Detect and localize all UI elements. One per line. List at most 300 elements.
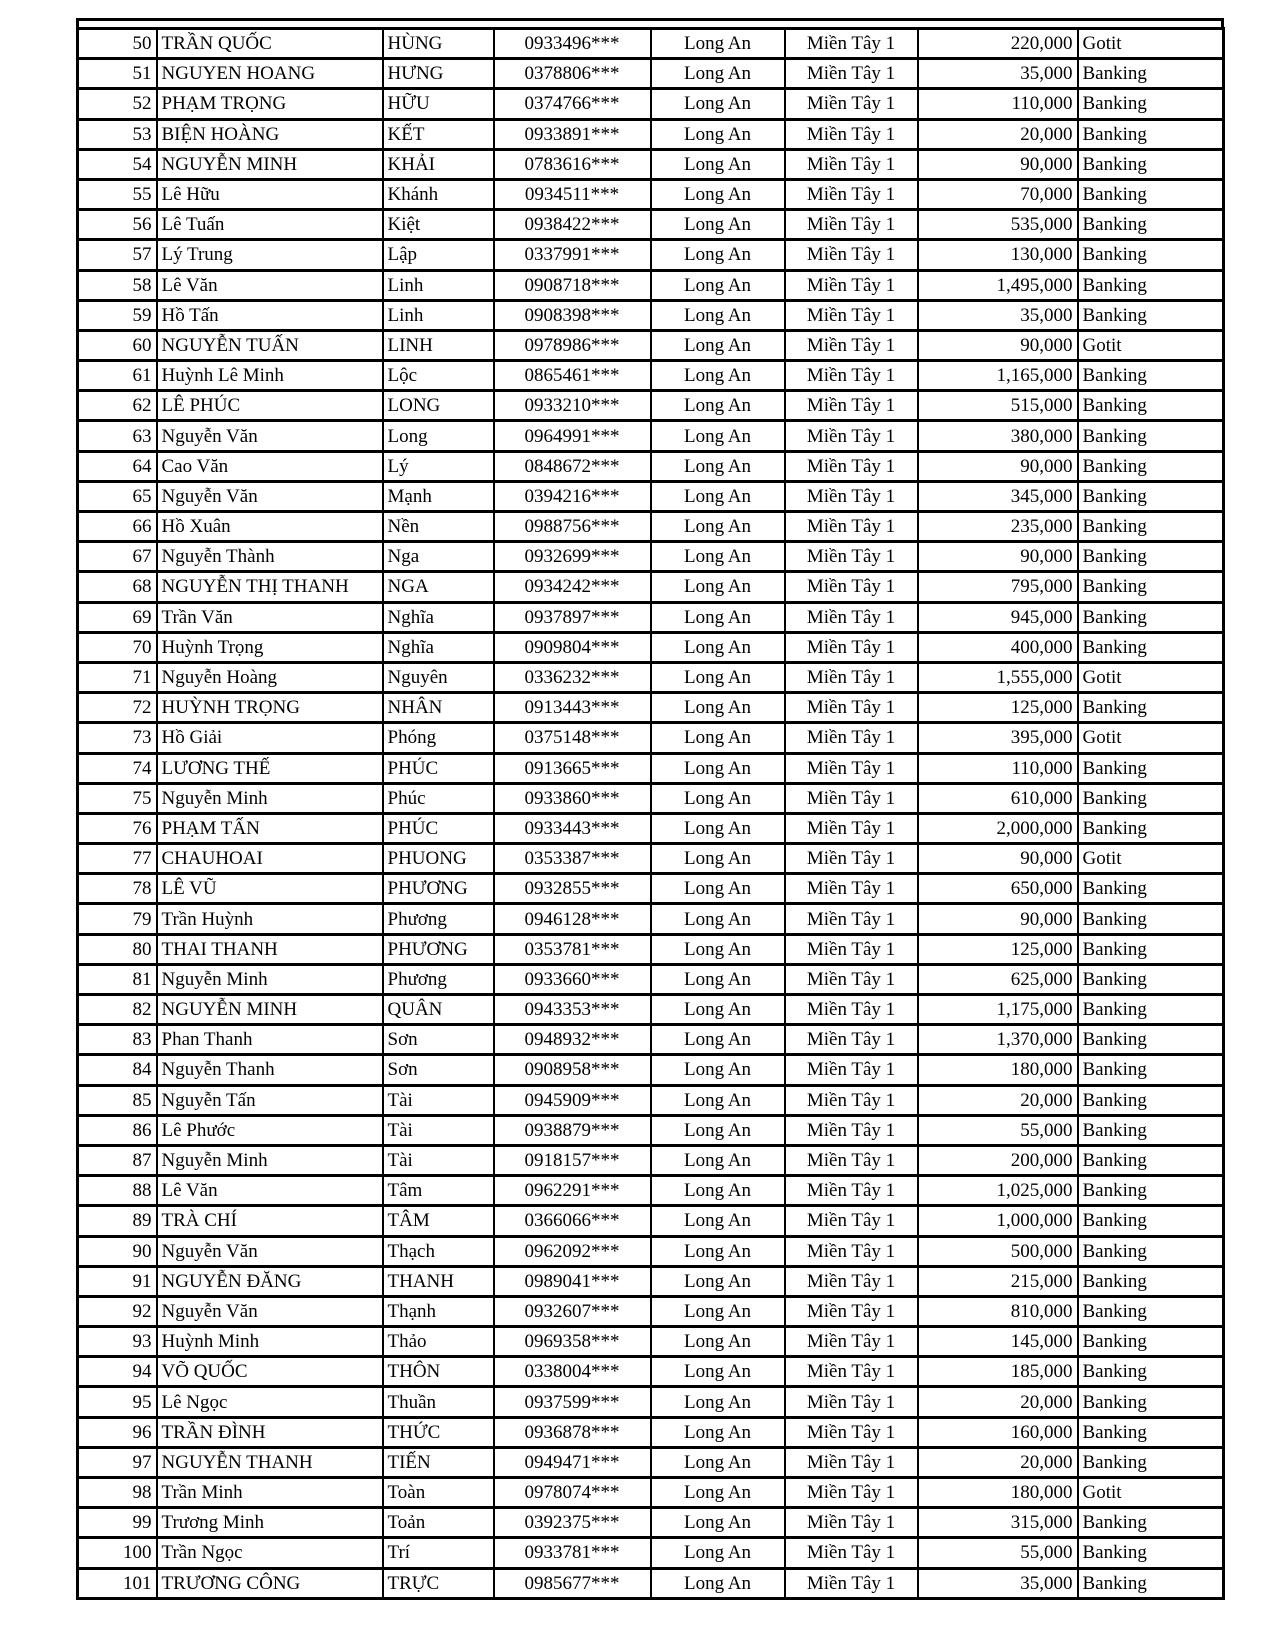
cell-amount: 1,025,000 [918,1176,1078,1206]
table-row [78,1538,1224,1568]
cell-amount: 380,000 [918,421,1078,451]
cell-first_name: Huỳnh Minh [157,1327,383,1357]
table-row [78,995,1224,1025]
cell-phone: 0978986*** [494,330,651,360]
cell-no: 69 [78,602,157,632]
cell-method: Banking [1078,1447,1224,1477]
cell-region: Miền Tây 1 [785,632,918,662]
cell-no: 71 [78,662,157,692]
table-row [78,210,1224,240]
cell-region: Miền Tây 1 [785,421,918,451]
cell-amount: 90,000 [918,904,1078,934]
cell-province: Long An [651,1417,785,1447]
cell-phone: 0375148*** [494,723,651,753]
cell-first_name: HUỲNH TRỌNG [157,693,383,723]
cell-amount: 110,000 [918,753,1078,783]
cell-method: Banking [1078,1236,1224,1266]
cell-region: Miền Tây 1 [785,1357,918,1387]
cell-first_name: Nguyễn Văn [157,1296,383,1326]
cell-method: Banking [1078,1055,1224,1085]
cell-region: Miền Tây 1 [785,964,918,994]
cell-province: Long An [651,1357,785,1387]
cell-amount: 395,000 [918,723,1078,753]
cell-method: Gotit [1078,662,1224,692]
cell-first_name: NGUYỄN ĐĂNG [157,1266,383,1296]
table-row [78,421,1224,451]
cell-first_name: Trương Minh [157,1508,383,1538]
cell-province: Long An [651,1115,785,1145]
cell-region: Miền Tây 1 [785,240,918,270]
cell-province: Long An [651,1145,785,1175]
table-row [78,451,1224,481]
cell-province: Long An [651,330,785,360]
cell-amount: 1,370,000 [918,1025,1078,1055]
cell-amount: 500,000 [918,1236,1078,1266]
table-row [78,1327,1224,1357]
table-row [78,1447,1224,1477]
table-row [78,934,1224,964]
cell-method: Banking [1078,693,1224,723]
cell-phone: 0948932*** [494,1025,651,1055]
table-row [78,1266,1224,1296]
cell-province: Long An [651,964,785,994]
cell-first_name: Trần Huỳnh [157,904,383,934]
cell-no: 65 [78,481,157,511]
cell-phone: 0933781*** [494,1538,651,1568]
member-table-body [78,29,1224,1599]
table-row [78,391,1224,421]
cell-region: Miền Tây 1 [785,512,918,542]
cell-phone: 0865461*** [494,361,651,391]
cell-last_name: PHƯƠNG [383,934,494,964]
table-row [78,602,1224,632]
cell-phone: 0933496*** [494,29,651,59]
cell-province: Long An [651,89,785,119]
cell-last_name: Thuần [383,1387,494,1417]
cell-phone: 0908398*** [494,300,651,330]
cell-last_name: Lý [383,451,494,481]
cell-no: 85 [78,1085,157,1115]
cell-province: Long An [651,934,785,964]
cell-no: 97 [78,1447,157,1477]
table-row [78,361,1224,391]
cell-method: Banking [1078,602,1224,632]
cell-phone: 0353387*** [494,844,651,874]
cell-amount: 515,000 [918,391,1078,421]
cell-method: Banking [1078,632,1224,662]
cell-region: Miền Tây 1 [785,1115,918,1145]
table-row [78,1357,1224,1387]
cell-phone: 0934242*** [494,572,651,602]
cell-province: Long An [651,783,785,813]
cell-province: Long An [651,119,785,149]
cell-phone: 0934511*** [494,179,651,209]
cell-phone: 0337991*** [494,240,651,270]
cell-first_name: CHAUHOAI [157,844,383,874]
cell-no: 93 [78,1327,157,1357]
cell-method: Banking [1078,572,1224,602]
cell-last_name: Sơn [383,1025,494,1055]
cell-phone: 0374766*** [494,89,651,119]
cell-no: 78 [78,874,157,904]
cell-last_name: Lập [383,240,494,270]
cell-method: Banking [1078,240,1224,270]
cell-phone: 0932607*** [494,1296,651,1326]
cell-first_name: TRẦN ĐÌNH [157,1417,383,1447]
table-row [78,1296,1224,1326]
table-row [78,1145,1224,1175]
cell-phone: 0978074*** [494,1478,651,1508]
cell-province: Long An [651,361,785,391]
cell-first_name: PHẠM TRỌNG [157,89,383,119]
cell-amount: 1,495,000 [918,270,1078,300]
cell-phone: 0933660*** [494,964,651,994]
table-row [78,1025,1224,1055]
table-row [78,270,1224,300]
cell-region: Miền Tây 1 [785,1055,918,1085]
cell-no: 61 [78,361,157,391]
table-row [78,1568,1224,1598]
cell-phone: 0932855*** [494,874,651,904]
table-row [78,1176,1224,1206]
cell-no: 95 [78,1387,157,1417]
cell-first_name: Hồ Tấn [157,300,383,330]
cell-no: 87 [78,1145,157,1175]
cell-province: Long An [651,59,785,89]
cell-method: Banking [1078,210,1224,240]
cell-first_name: VÕ QUỐC [157,1357,383,1387]
cell-last_name: THỨC [383,1417,494,1447]
cell-amount: 55,000 [918,1538,1078,1568]
cell-last_name: NGA [383,572,494,602]
cell-no: 59 [78,300,157,330]
cell-region: Miền Tây 1 [785,179,918,209]
cell-phone: 0933860*** [494,783,651,813]
cell-province: Long An [651,1327,785,1357]
cell-region: Miền Tây 1 [785,693,918,723]
cell-phone: 0938879*** [494,1115,651,1145]
cell-method: Banking [1078,1025,1224,1055]
cell-method: Banking [1078,119,1224,149]
cell-method: Banking [1078,1266,1224,1296]
cell-method: Banking [1078,300,1224,330]
cell-last_name: NHÂN [383,693,494,723]
cell-first_name: LÊ PHÚC [157,391,383,421]
cell-first_name: Lê Tuấn [157,210,383,240]
cell-last_name: Linh [383,300,494,330]
cell-no: 51 [78,59,157,89]
cell-first_name: NGUYỄN THỊ THANH [157,572,383,602]
cell-phone: 0336232*** [494,662,651,692]
cell-first_name: Nguyễn Minh [157,964,383,994]
cell-province: Long An [651,1236,785,1266]
cell-province: Long An [651,1387,785,1417]
cell-province: Long An [651,723,785,753]
cell-amount: 2,000,000 [918,813,1078,843]
cell-no: 73 [78,723,157,753]
cell-no: 68 [78,572,157,602]
cell-no: 57 [78,240,157,270]
cell-no: 63 [78,421,157,451]
cell-first_name: TRƯƠNG CÔNG [157,1568,383,1598]
cell-region: Miền Tây 1 [785,330,918,360]
cell-amount: 810,000 [918,1296,1078,1326]
cell-no: 62 [78,391,157,421]
cell-province: Long An [651,844,785,874]
cell-province: Long An [651,149,785,179]
cell-amount: 130,000 [918,240,1078,270]
cell-amount: 610,000 [918,783,1078,813]
cell-phone: 0949471*** [494,1447,651,1477]
cell-method: Banking [1078,481,1224,511]
printed-table-page [76,18,1224,1600]
table-row [78,813,1224,843]
cell-no: 52 [78,89,157,119]
cell-method: Banking [1078,512,1224,542]
cell-method: Banking [1078,270,1224,300]
cell-method: Gotit [1078,330,1224,360]
cell-amount: 55,000 [918,1115,1078,1145]
cell-region: Miền Tây 1 [785,904,918,934]
table-row [78,844,1224,874]
cell-method: Banking [1078,783,1224,813]
cell-region: Miền Tây 1 [785,1206,918,1236]
cell-region: Miền Tây 1 [785,1568,918,1598]
cell-phone: 0366066*** [494,1206,651,1236]
cell-method: Banking [1078,934,1224,964]
cell-last_name: HÙNG [383,29,494,59]
cell-method: Banking [1078,1568,1224,1598]
cell-phone: 0936878*** [494,1417,651,1447]
cell-method: Banking [1078,391,1224,421]
cell-region: Miền Tây 1 [785,1387,918,1417]
cell-method: Gotit [1078,723,1224,753]
cell-no: 86 [78,1115,157,1145]
cell-phone: 0908958*** [494,1055,651,1085]
cell-region: Miền Tây 1 [785,59,918,89]
cell-amount: 90,000 [918,542,1078,572]
cell-method: Banking [1078,1206,1224,1236]
cell-first_name: Trần Ngọc [157,1538,383,1568]
table-row [78,1085,1224,1115]
cell-first_name: TRÀ CHÍ [157,1206,383,1236]
cell-province: Long An [651,904,785,934]
cell-first_name: NGUYỄN MINH [157,995,383,1025]
cell-phone: 0933891*** [494,119,651,149]
cell-method: Banking [1078,542,1224,572]
cell-last_name: KẾT [383,119,494,149]
cell-region: Miền Tây 1 [785,662,918,692]
table-row [78,874,1224,904]
cell-province: Long An [651,391,785,421]
cell-region: Miền Tây 1 [785,874,918,904]
cell-phone: 0933210*** [494,391,651,421]
cell-amount: 235,000 [918,512,1078,542]
cell-region: Miền Tây 1 [785,119,918,149]
cell-phone: 0945909*** [494,1085,651,1115]
cell-method: Gotit [1078,1478,1224,1508]
cell-first_name: Lê Phước [157,1115,383,1145]
cell-last_name: Nga [383,542,494,572]
cell-province: Long An [651,662,785,692]
cell-phone: 0938422*** [494,210,651,240]
cell-last_name: TIẾN [383,1447,494,1477]
cell-region: Miền Tây 1 [785,1025,918,1055]
cell-region: Miền Tây 1 [785,1327,918,1357]
cell-phone: 0962291*** [494,1176,651,1206]
cell-first_name: Lê Văn [157,270,383,300]
cell-first_name: Hồ Xuân [157,512,383,542]
cell-region: Miền Tây 1 [785,300,918,330]
cell-region: Miền Tây 1 [785,934,918,964]
cell-first_name: NGUYỄN THANH [157,1447,383,1477]
table-row [78,572,1224,602]
cell-no: 76 [78,813,157,843]
cell-first_name: Nguyễn Tấn [157,1085,383,1115]
cell-phone: 0338004*** [494,1357,651,1387]
cell-province: Long An [651,270,785,300]
cell-no: 98 [78,1478,157,1508]
cell-last_name: Toàn [383,1478,494,1508]
cell-province: Long An [651,572,785,602]
cell-province: Long An [651,602,785,632]
cell-amount: 35,000 [918,1568,1078,1598]
cell-amount: 160,000 [918,1417,1078,1447]
cell-method: Banking [1078,149,1224,179]
cell-first_name: Nguyễn Văn [157,1236,383,1266]
cell-last_name: TÂM [383,1206,494,1236]
table-row [78,29,1224,59]
table-row [78,542,1224,572]
cell-first_name: Phan Thanh [157,1025,383,1055]
cell-amount: 345,000 [918,481,1078,511]
cell-amount: 90,000 [918,451,1078,481]
cell-method: Banking [1078,1145,1224,1175]
cell-phone: 0962092*** [494,1236,651,1266]
cell-no: 88 [78,1176,157,1206]
cell-province: Long An [651,1538,785,1568]
cell-province: Long An [651,210,785,240]
cell-first_name: NGUYỄN MINH [157,149,383,179]
cell-region: Miền Tây 1 [785,361,918,391]
cell-method: Banking [1078,89,1224,119]
cell-no: 50 [78,29,157,59]
cell-amount: 90,000 [918,844,1078,874]
cell-province: Long An [651,1085,785,1115]
cell-amount: 20,000 [918,1085,1078,1115]
cell-no: 56 [78,210,157,240]
cell-region: Miền Tây 1 [785,1478,918,1508]
cell-method: Banking [1078,995,1224,1025]
cell-phone: 0985677*** [494,1568,651,1598]
cell-phone: 0848672*** [494,451,651,481]
cell-no: 94 [78,1357,157,1387]
cell-no: 100 [78,1538,157,1568]
cell-phone: 0908718*** [494,270,651,300]
table-row [78,481,1224,511]
cell-amount: 625,000 [918,964,1078,994]
cell-last_name: KHẢI [383,149,494,179]
cell-first_name: Nguyễn Văn [157,481,383,511]
cell-region: Miền Tây 1 [785,391,918,421]
cell-method: Banking [1078,1085,1224,1115]
cell-last_name: THÔN [383,1357,494,1387]
cell-last_name: PHÚC [383,813,494,843]
cell-no: 79 [78,904,157,934]
table-row [78,693,1224,723]
cell-region: Miền Tây 1 [785,451,918,481]
cell-last_name: Nghĩa [383,632,494,662]
cell-amount: 180,000 [918,1478,1078,1508]
cell-amount: 215,000 [918,1266,1078,1296]
table-row [78,1055,1224,1085]
cell-last_name: THANH [383,1266,494,1296]
cell-no: 84 [78,1055,157,1085]
cell-first_name: PHẠM TẤN [157,813,383,843]
cell-region: Miền Tây 1 [785,1085,918,1115]
cell-first_name: Lê Văn [157,1176,383,1206]
cell-no: 64 [78,451,157,481]
cell-province: Long An [651,1206,785,1236]
cell-first_name: Lê Hữu [157,179,383,209]
member-table [76,27,1225,1600]
cell-amount: 125,000 [918,934,1078,964]
cell-province: Long An [651,1447,785,1477]
cell-amount: 535,000 [918,210,1078,240]
cell-first_name: Nguyễn Minh [157,783,383,813]
cell-method: Banking [1078,1327,1224,1357]
cell-first_name: Cao Văn [157,451,383,481]
cell-first_name: Lê Ngọc [157,1387,383,1417]
cell-first_name: Trần Minh [157,1478,383,1508]
cell-last_name: TRỰC [383,1568,494,1598]
cell-province: Long An [651,632,785,662]
table-row [78,632,1224,662]
table-row [78,753,1224,783]
cell-region: Miền Tây 1 [785,844,918,874]
table-row [78,330,1224,360]
cell-last_name: PHUONG [383,844,494,874]
table-row [78,119,1224,149]
cell-last_name: Nền [383,512,494,542]
cell-region: Miền Tây 1 [785,723,918,753]
cell-amount: 70,000 [918,179,1078,209]
table-row [78,1508,1224,1538]
cell-last_name: Phương [383,964,494,994]
table-row [78,1478,1224,1508]
cell-amount: 220,000 [918,29,1078,59]
cell-method: Banking [1078,179,1224,209]
cell-method: Banking [1078,1296,1224,1326]
cell-last_name: Phúc [383,783,494,813]
table-row [78,1417,1224,1447]
table-row [78,512,1224,542]
cell-last_name: Tâm [383,1176,494,1206]
cell-phone: 0394216*** [494,481,651,511]
cell-last_name: Khánh [383,179,494,209]
cell-phone: 0937897*** [494,602,651,632]
cell-amount: 125,000 [918,693,1078,723]
table-row [78,783,1224,813]
cell-last_name: Trí [383,1538,494,1568]
cell-last_name: LONG [383,391,494,421]
cell-region: Miền Tây 1 [785,753,918,783]
cell-method: Banking [1078,964,1224,994]
cell-last_name: HỮU [383,89,494,119]
cell-no: 72 [78,693,157,723]
cell-phone: 0964991*** [494,421,651,451]
cell-no: 80 [78,934,157,964]
